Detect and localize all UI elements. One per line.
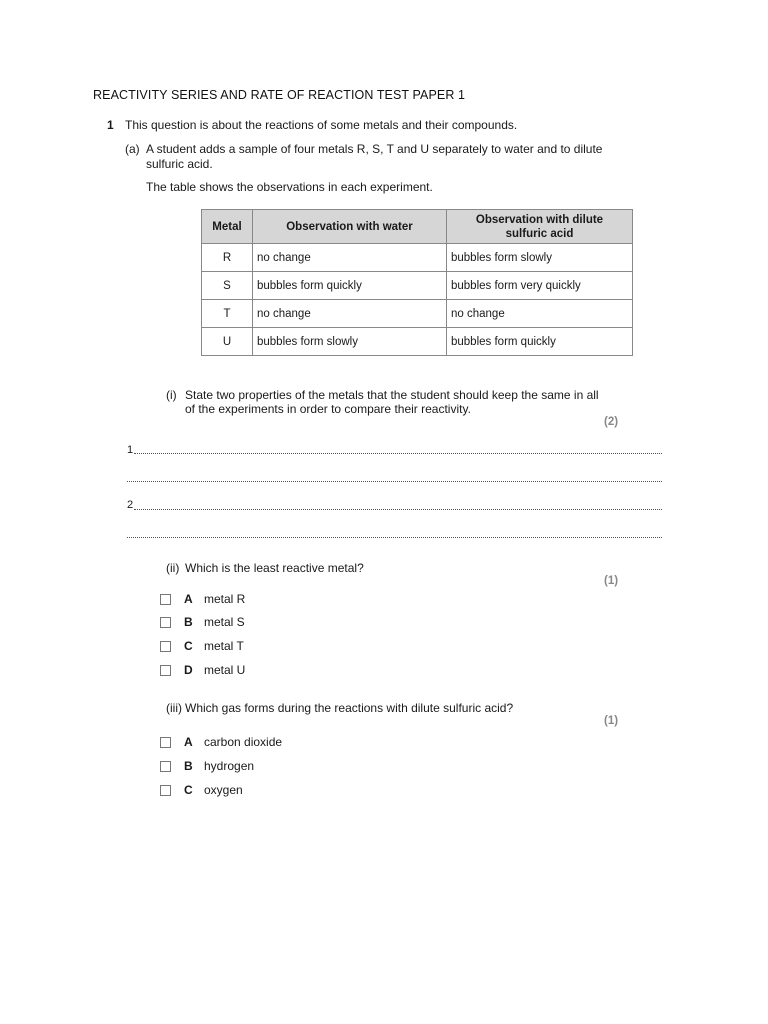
- option-d-metal-u[interactable]: [160, 663, 245, 677]
- answer-line-2[interactable]: [134, 509, 662, 510]
- option-c-metal-t[interactable]: [160, 639, 244, 653]
- part-a-label: (a): [125, 142, 140, 156]
- table-cell: T: [202, 300, 253, 328]
- sub-question-ii-text: Which is the least reactive metal?: [185, 561, 364, 575]
- table-cell: no change: [253, 300, 447, 328]
- checkbox[interactable]: [160, 617, 171, 628]
- answer-label-1: 1: [127, 444, 134, 456]
- table-cell: bubbles form quickly: [253, 272, 447, 300]
- table-header-water: Observation with water: [253, 210, 447, 244]
- option-letter: A: [184, 592, 193, 606]
- part-a-text: A student adds a sample of four metals R, S, T and U separately to water and to dilute sulfuric acid.: [146, 142, 603, 171]
- table-cell: U: [202, 328, 253, 356]
- marks-badge: (1): [604, 575, 619, 587]
- option-letter: B: [184, 759, 193, 773]
- checkbox[interactable]: [160, 665, 171, 676]
- option-text: metal S: [204, 615, 245, 629]
- option-text: metal R: [204, 592, 246, 606]
- marks-badge: (2): [604, 416, 619, 428]
- checkbox[interactable]: [160, 641, 171, 652]
- option-text: oxygen: [204, 783, 243, 797]
- option-a-carbon-dioxide[interactable]: [160, 735, 282, 749]
- page-title: REACTIVITY SERIES AND RATE OF REACTION TEST PAPER 1: [93, 88, 466, 102]
- checkbox[interactable]: [160, 737, 171, 748]
- answer-line-2b[interactable]: [127, 537, 662, 538]
- table-cell: bubbles form slowly: [447, 244, 633, 272]
- table-intro: The table shows the observations in each experiment.: [146, 180, 433, 194]
- option-a-metal-r[interactable]: [160, 592, 245, 606]
- option-text: metal T: [204, 639, 244, 653]
- sub-question-i-text: State two properties of the metals that the student should keep the same in all of the experiments in order to compare their reactivity.: [185, 388, 599, 416]
- table-cell: bubbles form quickly: [447, 328, 633, 356]
- answer-line-1[interactable]: [134, 453, 662, 454]
- table-cell: bubbles form very quickly: [447, 272, 633, 300]
- option-letter: B: [184, 615, 193, 629]
- table-cell: no change: [447, 300, 633, 328]
- answer-label-2: 2: [127, 499, 134, 511]
- table-row: [202, 328, 633, 356]
- option-letter: A: [184, 735, 193, 749]
- option-text: carbon dioxide: [204, 735, 283, 749]
- option-text: hydrogen: [204, 759, 255, 773]
- table-cell: no change: [253, 244, 447, 272]
- option-b-metal-s[interactable]: [160, 615, 245, 629]
- checkbox[interactable]: [160, 761, 171, 772]
- table-header-acid: Observation with dilute sulfuric acid: [447, 210, 633, 244]
- checkbox[interactable]: [160, 594, 171, 605]
- sub-question-i-label: (i): [166, 388, 177, 402]
- table-cell: R: [202, 244, 253, 272]
- question-text: This question is about the reactions of some metals and their compounds.: [125, 118, 518, 132]
- option-letter: D: [184, 663, 193, 677]
- table-cell: S: [202, 272, 253, 300]
- option-letter: C: [184, 783, 193, 797]
- option-text: metal U: [204, 663, 246, 677]
- sub-question-iii-text: Which gas forms during the reactions with dilute sulfuric acid?: [185, 701, 514, 715]
- table-row: [202, 300, 633, 328]
- table-row: [202, 272, 633, 300]
- answer-line-1b[interactable]: [127, 481, 662, 482]
- table-row: [202, 244, 633, 272]
- sub-question-ii-label: (ii): [166, 561, 180, 575]
- option-b-hydrogen[interactable]: [160, 759, 254, 773]
- checkbox[interactable]: [160, 785, 171, 796]
- question-number: 1: [107, 118, 114, 132]
- observation-table: [201, 209, 633, 356]
- table-cell: bubbles form slowly: [253, 328, 447, 356]
- marks-badge: (1): [604, 715, 619, 727]
- sub-question-iii-label: (iii): [166, 701, 182, 715]
- table-header-metal: Metal: [202, 210, 253, 244]
- option-c-oxygen[interactable]: [160, 783, 243, 797]
- option-letter: C: [184, 639, 193, 653]
